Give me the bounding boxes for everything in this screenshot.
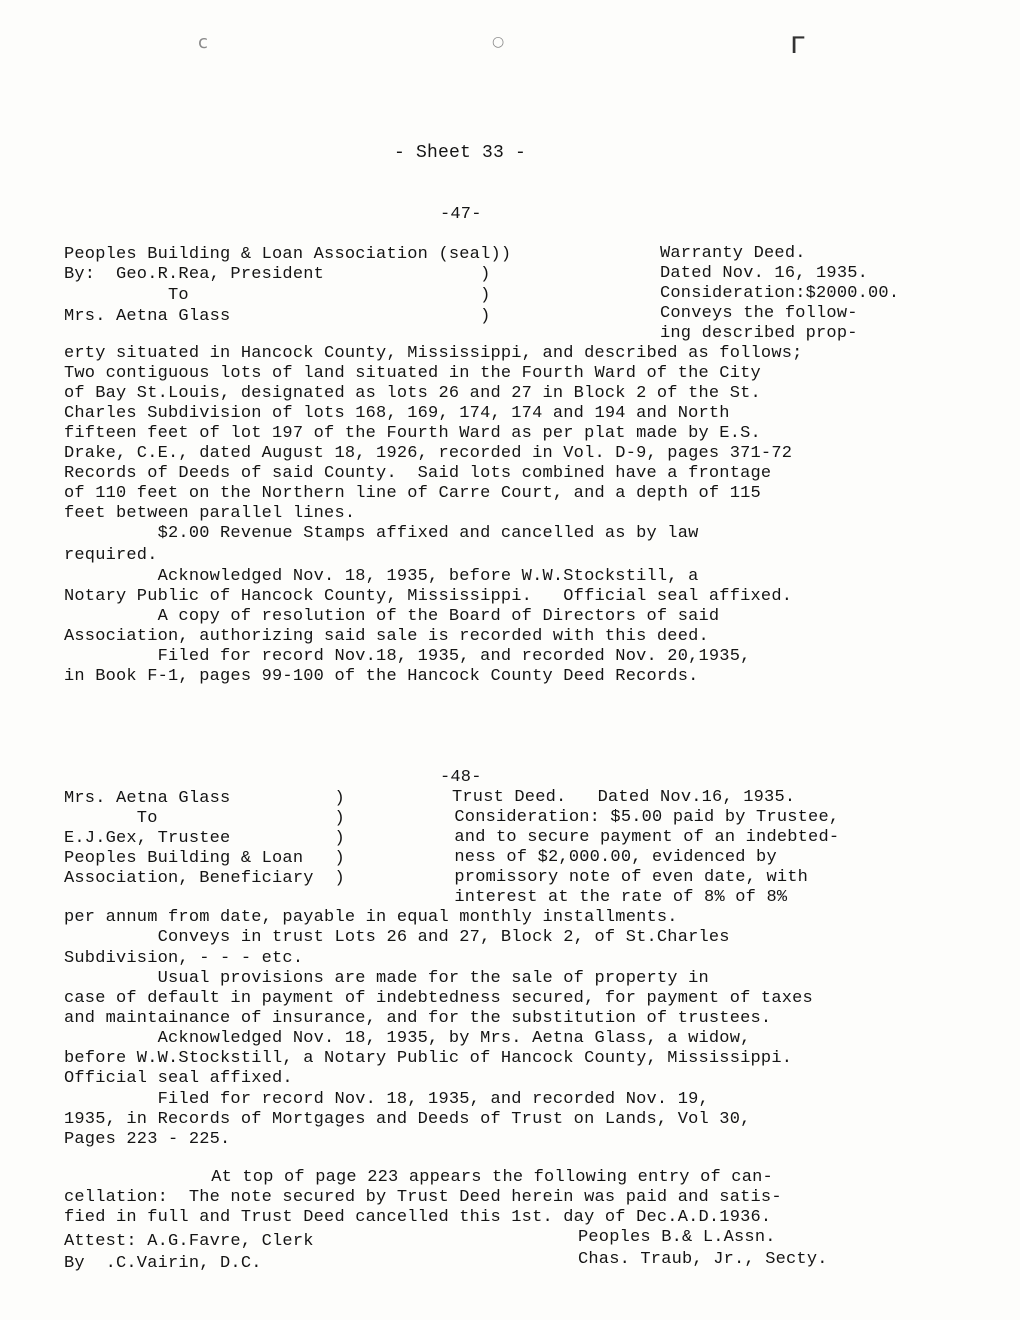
entry-48-party-line: Peoples Building & Loan ) xyxy=(64,849,345,868)
entry-48-summary-line: promissory note of even date, with xyxy=(444,868,809,887)
entry-48-body-line: Official seal affixed. xyxy=(64,1069,293,1088)
entry-47-body-line: Charles Subdivision of lots 168, 169, 174, 174 and 194 and North xyxy=(64,404,730,423)
entry-48-body-line: per annum from date, payable in equal monthly installments. xyxy=(64,908,678,927)
entry-47-body-line: Filed for record Nov.18, 1935, and recorded Nov. 20,1935, xyxy=(64,647,751,666)
cancellation-line: fied in full and Trust Deed cancelled this 1st. day of Dec.A.D.1936. xyxy=(64,1208,772,1227)
entry-48-party-line: Mrs. Aetna Glass ) xyxy=(64,789,345,808)
entry-48-summary-line: and to secure payment of an indebted- xyxy=(444,828,840,847)
entry-47-body-line: Drake, C.E., dated August 18, 1926, recorded in Vol. D-9, pages 371-72 xyxy=(64,444,793,463)
cancellation-line: At top of page 223 appears the following entry of can- xyxy=(180,1168,773,1187)
entry-48-party-line: Association, Beneficiary ) xyxy=(64,869,345,888)
entry-47-body-line: A copy of resolution of the Board of Directors of said xyxy=(64,607,720,626)
entry-47-summary-line: Consideration:$2000.00. xyxy=(660,284,900,303)
entry-47-body-line: fifteen feet of lot 197 of the Fourth Ward as per plat made by E.S. xyxy=(64,424,761,443)
cancellation-line: cellation: The note secured by Trust Deed herein was paid and satis- xyxy=(64,1188,782,1207)
attest-line: Attest: A.G.Favre, Clerk xyxy=(64,1232,314,1251)
entry-47-party-line: Mrs. Aetna Glass ) xyxy=(64,307,491,326)
entry-47-body-line: Two contiguous lots of land situated in the Fourth Ward of the City xyxy=(64,364,761,383)
entry-48-number: -48- xyxy=(440,768,482,787)
entry-47-body-line: of 110 feet on the Northern line of Carre Court, and a depth of 115 xyxy=(64,484,761,503)
entry-47-body-line: of Bay St.Louis, designated as lots 26 and 27 in Block 2 of the St. xyxy=(64,384,761,403)
entry-47-body-line: Records of Deeds of said County. Said lots combined have a frontage xyxy=(64,464,772,483)
entry-48-summary-line: Trust Deed. Dated Nov.16, 1935. xyxy=(452,788,796,807)
entry-48-body-line: and maintainance of insurance, and for the substitution of trustees. xyxy=(64,1009,772,1028)
entry-48-party-line: E.J.Gex, Trustee ) xyxy=(64,829,345,848)
entry-48-summary-line: ness of $2,000.00, evidenced by xyxy=(444,848,777,867)
entry-47-summary-line: Dated Nov. 16, 1935. xyxy=(660,264,869,283)
secretary-signature: Chas. Traub, Jr., Secty. xyxy=(578,1250,828,1269)
entry-48-body-line: Subdivision, - - - etc. xyxy=(64,949,304,968)
entry-47-summary-line: ing described prop- xyxy=(660,324,858,343)
punch-hole-mark-center: ○ xyxy=(492,34,505,50)
entry-48-body-line: Acknowledged Nov. 18, 1935, by Mrs. Aetna Glass, a widow, xyxy=(64,1029,751,1048)
entry-47-body-line: Association, authorizing said sale is recorded with this deed. xyxy=(64,627,709,646)
entry-48-body-line: Usual provisions are made for the sale of property in xyxy=(64,969,709,988)
entry-48-summary-line: interest at the rate of 8% of 8% xyxy=(444,888,788,907)
entry-47-body-line: in Book F-1, pages 99-100 of the Hancock County Deed Records. xyxy=(64,667,699,686)
entry-48-body-line: Filed for record Nov. 18, 1935, and recorded Nov. 19, xyxy=(64,1090,709,1109)
entry-47-body-line: feet between parallel lines. xyxy=(64,504,356,523)
entry-48-summary-line: Consideration: $5.00 paid by Trustee, xyxy=(444,808,840,827)
entry-47-summary-line: Conveys the follow- xyxy=(660,304,858,323)
entry-47-body-line: Acknowledged Nov. 18, 1935, before W.W.Stockstill, a xyxy=(64,567,699,586)
sheet-number: - Sheet 33 - xyxy=(394,143,527,163)
entry-47-body-line: required. xyxy=(64,546,158,565)
deputy-clerk-line: By .C.Vairin, D.C. xyxy=(64,1254,262,1273)
punch-hole-mark-right: г xyxy=(790,26,806,61)
entry-47-party-line: By: Geo.R.Rea, President ) xyxy=(64,265,491,284)
entry-47-number: -47- xyxy=(440,205,482,224)
entry-48-body-line: case of default in payment of indebtedness secured, for payment of taxes xyxy=(64,989,813,1008)
entry-47-party-line: Peoples Building & Loan Association (seal)) xyxy=(64,245,512,264)
punch-hole-mark-left: с xyxy=(198,32,208,53)
entry-47-body-line: erty situated in Hancock County, Mississippi, and described as follows; xyxy=(64,344,803,363)
entry-47-party-line: To ) xyxy=(64,286,491,305)
entry-48-body-line: 1935, in Records of Mortgages and Deeds of Trust on Lands, Vol 30, xyxy=(64,1110,751,1129)
entry-48-body-line: Pages 223 - 225. xyxy=(64,1130,231,1149)
entry-48-body-line: Conveys in trust Lots 26 and 27, Block 2, of St.Charles xyxy=(64,928,730,947)
entry-47-body-line: Notary Public of Hancock County, Mississippi. Official seal affixed. xyxy=(64,587,793,606)
entry-47-body-line: $2.00 Revenue Stamps affixed and cancelled as by law xyxy=(64,524,699,543)
entry-48-body-line: before W.W.Stockstill, a Notary Public of Hancock County, Mississippi. xyxy=(64,1049,793,1068)
entry-48-party-line: To ) xyxy=(64,809,345,828)
entry-47-summary-line: Warranty Deed. xyxy=(660,244,806,263)
association-signature: Peoples B.& L.Assn. xyxy=(578,1228,776,1247)
